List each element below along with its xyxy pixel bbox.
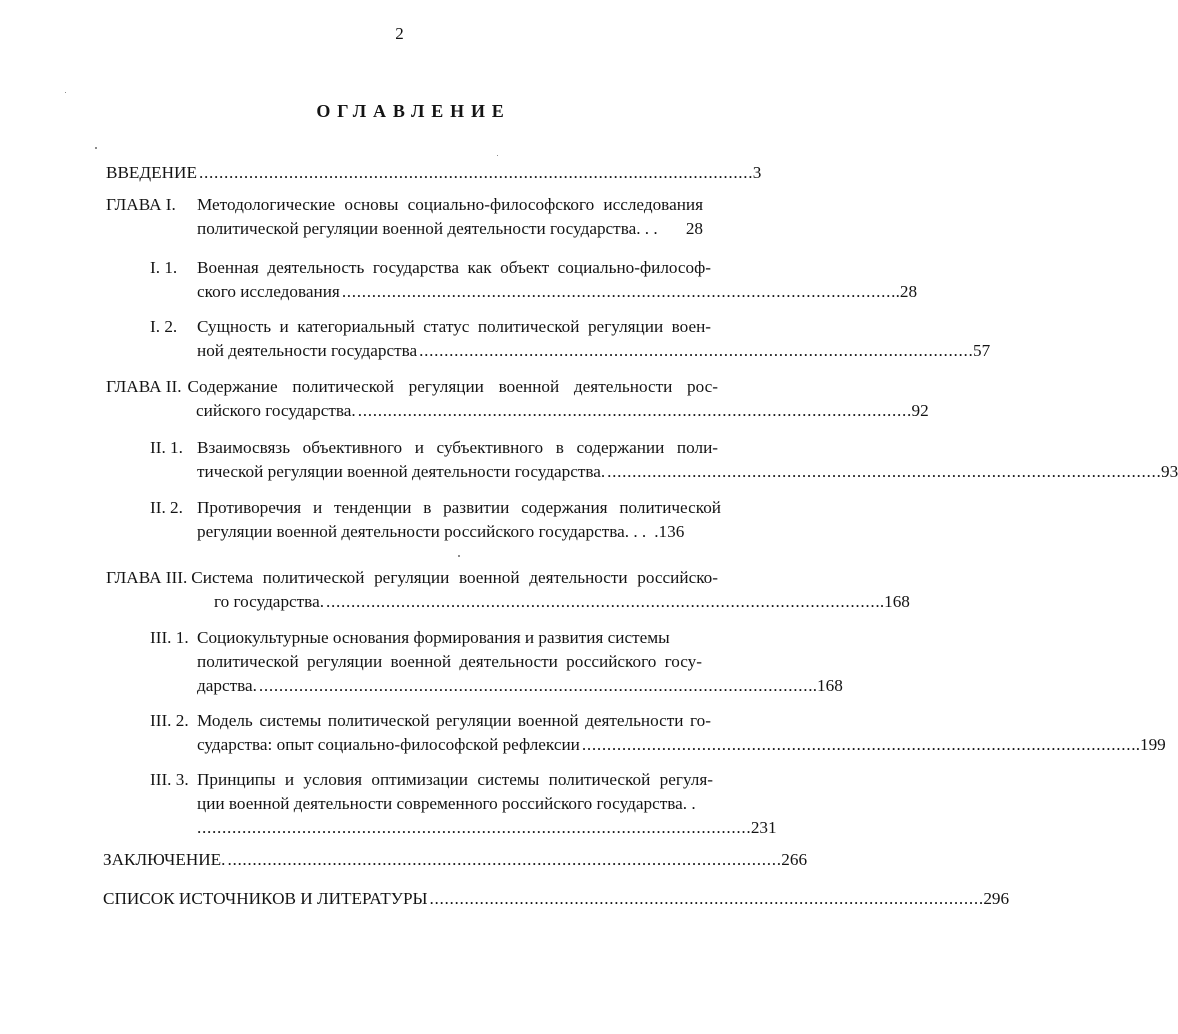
entry-title: ВВЕДЕНИЕ	[106, 163, 197, 182]
leader-dots	[259, 674, 811, 698]
entry-line: Методологические основы социально-философского исследования	[197, 195, 703, 214]
toc-entry-chapter-3[interactable]	[106, 566, 910, 614]
leader-dots	[342, 280, 894, 304]
entry-line: тической регуляции военной деятельности государства.	[197, 462, 606, 481]
scan-speck	[497, 155, 498, 156]
page-ref: .168	[812, 676, 843, 695]
entry-line: сударства: опыт социально-философской рефлексии	[197, 735, 580, 754]
entry-line: Содержание политической регуляции военной деятельности рос-	[187, 377, 718, 396]
chapter-label: ГЛАВА III.	[106, 568, 188, 587]
toc-entry-section-3-1[interactable]	[197, 626, 843, 698]
entry-line: ции военной деятельности современного российского государства. .	[197, 794, 696, 813]
toc-entry-section-2-1[interactable]	[197, 436, 1178, 484]
page-ref: 266	[781, 850, 808, 869]
page-ref: 231	[750, 818, 777, 837]
leader-dots	[419, 339, 971, 363]
section-label: II. 1.	[150, 438, 183, 457]
scan-speck	[95, 147, 97, 149]
leader-dots	[358, 399, 910, 423]
page-ref: 57	[972, 341, 991, 360]
entry-line: политической регуляции военной деятельности российского госу-	[197, 652, 702, 671]
page-ref: 296	[983, 889, 1010, 908]
chapter-label: ГЛАВА I.	[106, 195, 176, 214]
chapter-label: ГЛАВА II.	[106, 377, 182, 396]
entry-line: Принципы и условия оптимизации системы политической регуля-	[197, 770, 713, 789]
page-ref: .168	[879, 592, 910, 611]
section-label: III. 1.	[150, 628, 189, 647]
entry-title: СПИСОК ИСТОЧНИКОВ И ЛИТЕРАТУРЫ	[103, 889, 428, 908]
page-ref: 28	[685, 219, 703, 238]
entry-line: Социокультурные основания формирования и развития системы	[197, 628, 670, 647]
scan-speck	[65, 92, 66, 93]
toc-entry-section-3-2[interactable]	[197, 709, 1166, 757]
entry-title: ЗАКЛЮЧЕНИЕ.	[103, 850, 226, 869]
leader-dots	[582, 733, 1134, 757]
section-label: III. 2.	[150, 711, 189, 730]
entry-line: дарства.	[197, 676, 257, 695]
section-label: III. 3.	[150, 770, 189, 789]
leader-dots	[227, 848, 779, 872]
leader-dots	[199, 161, 751, 185]
entry-line: Противоречия и тенденции в развитии содержания политической	[197, 498, 721, 517]
entry-line: Система политической регуляции военной деятельности российско-	[191, 568, 718, 587]
section-label: II. 2.	[150, 498, 183, 517]
toc-entry-sources[interactable]	[103, 887, 1010, 911]
entry-line: сийского государства.	[196, 401, 356, 420]
leader-dots	[326, 590, 878, 614]
entry-line: политической регуляции военной деятельности государства. . .	[197, 219, 658, 238]
section-label: I. 1.	[150, 258, 178, 277]
page-ref: .199	[1135, 735, 1166, 754]
page-ref: 93	[1160, 462, 1178, 481]
entry-line: Модель системы политической регуляции военной деятельности го-	[197, 711, 711, 730]
section-label: I. 2.	[150, 317, 178, 336]
entry-line: Сущность и категориальный статус политической регуляции воен-	[197, 317, 711, 336]
toc-entry-chapter-1[interactable]	[197, 193, 703, 241]
entry-line: Военная деятельность государства как объект социально-философ-	[197, 258, 711, 277]
toc-title: ОГЛАВЛЕНИЕ	[316, 101, 511, 121]
toc-entry-section-1-2[interactable]	[197, 315, 991, 363]
entry-line: ского исследования	[197, 282, 340, 301]
page-number: 2	[395, 24, 404, 43]
page-ref: .28	[895, 282, 918, 301]
leader-dots	[197, 816, 749, 840]
toc-entry-section-2-2[interactable]	[197, 496, 721, 544]
entry-line: регуляции военной деятельности российского государства. . .	[197, 522, 647, 541]
toc-entry-introduction[interactable]	[106, 161, 762, 185]
entry-line: го государства.	[214, 592, 324, 611]
toc-entry-section-1-1[interactable]	[197, 256, 918, 304]
toc-entry-chapter-2[interactable]	[106, 375, 929, 423]
page-ref: 92	[911, 401, 929, 420]
entry-line: Взаимосвязь объективного и субъективного в содержании поли-	[197, 438, 718, 457]
leader-dots	[430, 887, 982, 911]
entry-line: ной деятельности государства	[197, 341, 418, 360]
page-ref: .136	[654, 522, 685, 541]
toc-entry-conclusion[interactable]	[103, 848, 808, 872]
toc-entry-section-3-3[interactable]	[197, 768, 777, 840]
page-ref: 3	[752, 163, 762, 182]
leader-dots	[607, 460, 1159, 484]
scan-speck	[458, 555, 460, 557]
